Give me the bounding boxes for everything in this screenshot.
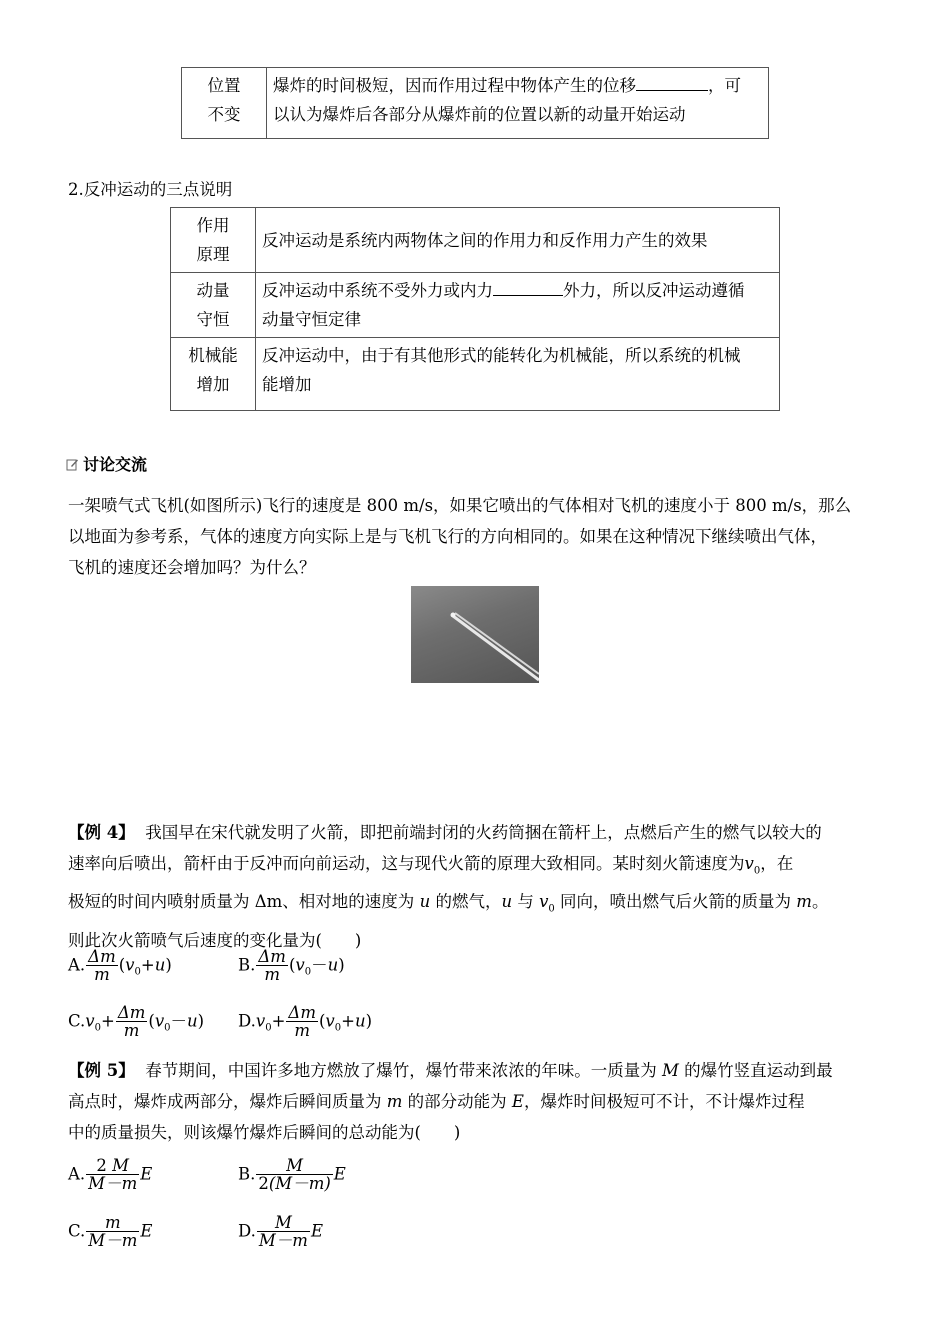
edit-note-icon (66, 458, 79, 471)
head-line-1: 作用 (196, 216, 230, 235)
option-letter: B. (238, 1164, 256, 1184)
row-head (171, 208, 256, 273)
text: 动量守恒定律 (262, 310, 361, 329)
head-line-2: 不变 (207, 105, 241, 124)
table-row (171, 273, 780, 338)
head-line-1: 机械能 (188, 346, 238, 365)
fraction: $\frac{2 M}{M-m}$ (88, 1156, 138, 1194)
fraction: $\frac{\Delta m}{m}$ (117, 1003, 146, 1041)
option-letter: C. (68, 1221, 86, 1241)
text: 春节期间，中国许多地方燃放了爆竹，爆竹带来浓浓的年味。一质量为 (145, 1061, 657, 1080)
jet-contrail-photo (411, 586, 539, 683)
row-head (171, 273, 256, 338)
option-letter: A. (68, 1164, 86, 1184)
text: 的爆竹竖直运动到最 (684, 1061, 833, 1080)
head-line-1: 动量 (196, 281, 230, 300)
section-title: 2.反冲运动的三点说明 (68, 180, 233, 199)
fraction: $\frac{m}{M-m}$ (88, 1213, 138, 1251)
row-content (267, 68, 769, 139)
table-recoil (170, 207, 780, 411)
option-letter: A. (68, 955, 86, 975)
text: 外力，所以反冲运动遵循 (563, 281, 745, 300)
option-c[interactable]: $C.v_0+$ $\frac{\Delta m}{m}$ $(v_0-u)$ (68, 1003, 205, 1041)
text: 的部分动能为 (407, 1092, 507, 1111)
option-a[interactable]: A. $\frac{2 M}{M-m}$ E (68, 1156, 153, 1194)
text: 能增加 (262, 375, 312, 394)
option-letter: B. (238, 955, 256, 975)
row-content (256, 208, 780, 273)
text: 爆炸的时间极短，因而作用过程中物体产生的位移 (273, 76, 636, 95)
head-line-2: 增加 (196, 375, 230, 394)
text: 中的质量损失，则该爆竹爆炸后瞬间的总动能为( ) (68, 1123, 461, 1142)
head-line-2: 守恒 (196, 310, 230, 329)
text: 以认为爆炸后各部分从爆炸前的位置以新的动量开始运动 (273, 105, 686, 124)
discussion-title: 讨论交流 (83, 455, 148, 474)
head-line-1: 位置 (207, 76, 241, 95)
text: 的燃气， (435, 892, 502, 912)
text: 我国早在宋代就发明了火箭，即把前端封闭的火药筒捆在箭杆上，点燃后产生的燃气以较大的 (145, 823, 822, 842)
text: 同向，喷出燃气后火箭的质量为 (560, 892, 792, 912)
option-letter: C. (68, 1011, 86, 1031)
text: 高点时，爆炸成两部分，爆炸后瞬间质量为 (68, 1092, 382, 1111)
discussion-heading (66, 452, 147, 475)
example-tag: 【例 4】 (68, 823, 135, 842)
fraction: $\frac{M}{M-m}$ (258, 1213, 308, 1251)
row-content (256, 273, 780, 338)
table-row (171, 208, 780, 273)
text: ，可 (708, 76, 741, 95)
row-head (171, 338, 256, 411)
text: 反冲运动中系统不受外力或内力 (262, 281, 493, 300)
option-b[interactable]: B. $\frac{M}{2(M-m)}$ E (238, 1156, 346, 1194)
option-a[interactable]: A. $\frac{\Delta m}{m}$ $(v_0+u)$ (68, 947, 172, 985)
option-c[interactable]: C. $\frac{m}{M-m}$ E (68, 1213, 153, 1251)
option-d[interactable]: D. $\frac{M}{M-m}$ E (238, 1213, 323, 1251)
table-row (171, 338, 780, 411)
example-tag: 【例 5】 (68, 1061, 135, 1080)
table-row (182, 68, 769, 139)
option-letter: D. (238, 1221, 256, 1241)
text: ，爆炸时间极短可不计，不计爆炸过程 (523, 1092, 805, 1111)
fraction: $\frac{\Delta m}{m}$ (258, 947, 286, 985)
text: 速率向后喷出，箭杆由于反冲而向前运动，这与现代火箭的原理大致相同。某时刻火箭速度为 (68, 854, 745, 873)
table-position-unchanged (181, 67, 769, 139)
example-5: 【例 5】 春节期间，中国许多地方燃放了爆竹，爆竹带来浓浓的年味。一质量为 M 的爆竹竖直运动到最 高点时，爆炸成两部分，爆炸后瞬间质量为 m 的部分动能为 E，爆炸时间极短可不计，不计爆炸过程 中的质量损失，则该爆竹爆炸后瞬间的总动能为( ) (68, 1061, 833, 1142)
text: 则此次火箭喷气后速度的变化量为( ) (68, 930, 362, 950)
text: 反冲运动中，由于有其他形式的能转化为机械能，所以系统的机械 (262, 346, 741, 365)
fill-blank[interactable] (636, 74, 708, 92)
option-letter: D. (238, 1011, 256, 1031)
fraction: $\frac{\Delta m}{m}$ (88, 947, 116, 985)
text: 与 (517, 892, 534, 912)
option-b[interactable]: B. $\frac{\Delta m}{m}$ $(v_0-u)$ (238, 947, 345, 985)
text-line: 飞机的速度还会增加吗？为什么？ (68, 558, 316, 577)
row-content (256, 338, 780, 411)
fill-blank[interactable] (493, 279, 563, 297)
head-line-2: 原理 (196, 245, 230, 264)
fraction: $\frac{M}{2(M-m)}$ (258, 1156, 331, 1194)
discussion-text (68, 490, 888, 583)
text-line: 以地面为参考系，气体的速度方向实际上是与飞机飞行的方向相同的。如果在这种情况下继续喷出气体， (68, 527, 827, 546)
row-head (182, 68, 267, 139)
text: 极短的时间内喷射质量为 Δm、相对地的速度为 (68, 892, 415, 912)
text: 反冲运动是系统内两物体之间的作用力和反作用力产生的效果 (262, 230, 708, 250)
option-d[interactable]: $D.v_0+$ $\frac{\Delta m}{m}$ $(v_0+u)$ (238, 1003, 373, 1041)
example-4: 【例 4】 我国早在宋代就发明了火箭，即把前端封闭的火药筒捆在箭杆上，点燃后产生的燃气以较大的 速率向后喷出，箭杆由于反冲而向前运动，这与现代火箭的原理大致相同。某时刻火箭速度为$v_0$，在 极短的时间内喷射质量为 Δm、相对地的速度为 u 的燃气，u 与 $v_0$ 同向，喷出燃气后火箭的质量为 m。 则此次火箭喷气后速度的变化量为( ) (68, 823, 829, 950)
text: ，在 (760, 854, 794, 873)
text-line: 一架喷气式飞机(如图所示)飞行的速度是 800 m/s，如果它喷出的气体相对飞机的速度小于 800 m/s，那么 (68, 496, 852, 515)
fraction: $\frac{\Delta m}{m}$ (288, 1003, 316, 1041)
